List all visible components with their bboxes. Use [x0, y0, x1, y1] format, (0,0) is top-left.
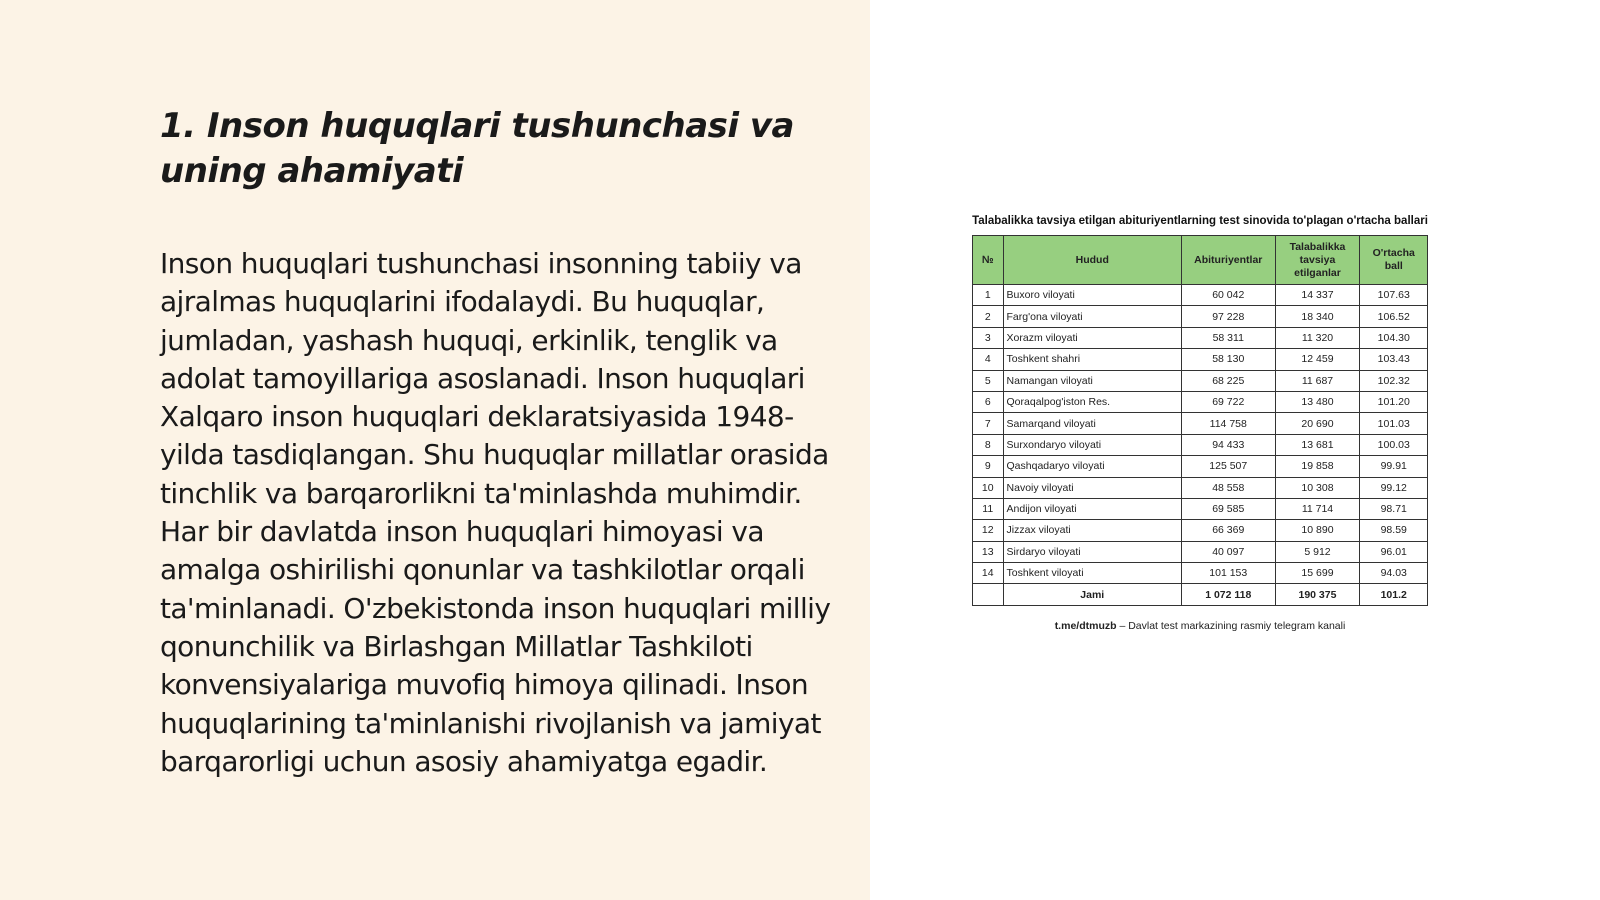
applicants-count: 114 758: [1182, 413, 1275, 434]
recommended-count: 5 912: [1275, 541, 1360, 562]
average-score: 98.71: [1360, 498, 1428, 519]
recommended-count: 14 337: [1275, 285, 1360, 306]
region-name: Qashqadaryo viloyati: [1003, 456, 1182, 477]
row-number: 4: [973, 349, 1004, 370]
average-score: 94.03: [1360, 563, 1428, 584]
table-row: [973, 498, 1428, 519]
row-number: 2: [973, 306, 1004, 327]
average-score: 103.43: [1360, 349, 1428, 370]
row-number: 1: [973, 285, 1004, 306]
applicants-count: 94 433: [1182, 434, 1275, 455]
source-note: [960, 620, 1440, 632]
row-number: 12: [973, 520, 1004, 541]
table-row: [973, 541, 1428, 562]
total-number-cell: [973, 584, 1004, 605]
recommended-count: 18 340: [1275, 306, 1360, 327]
region-name: Qoraqalpog'iston Res.: [1003, 391, 1182, 412]
table-row: [973, 306, 1428, 327]
recommended-count: 15 699: [1275, 563, 1360, 584]
applicants-count: 69 585: [1182, 498, 1275, 519]
col-header-recommended: Talabalikka tavsiya etilganlar: [1275, 236, 1360, 285]
row-number: 13: [973, 541, 1004, 562]
table-row: [973, 413, 1428, 434]
row-number: 7: [973, 413, 1004, 434]
region-name: Andijon viloyati: [1003, 498, 1182, 519]
average-score: 98.59: [1360, 520, 1428, 541]
recommended-count: 11 687: [1275, 370, 1360, 391]
total-recommended: 190 375: [1275, 584, 1360, 605]
applicants-count: 60 042: [1182, 285, 1275, 306]
table-caption: Talabalikka tavsiya etilgan abituriyentlarning test sinovida to'plagan o'rtacha ballari: [972, 215, 1428, 227]
applicants-count: 69 722: [1182, 391, 1275, 412]
row-number: 3: [973, 327, 1004, 348]
region-name: Namangan viloyati: [1003, 370, 1182, 391]
average-score: 100.03: [1360, 434, 1428, 455]
recommended-count: 20 690: [1275, 413, 1360, 434]
region-name: Toshkent shahri: [1003, 349, 1182, 370]
applicants-count: 40 097: [1182, 541, 1275, 562]
table-row: [973, 456, 1428, 477]
region-name: Farg'ona viloyati: [1003, 306, 1182, 327]
recommended-count: 13 480: [1275, 391, 1360, 412]
col-header-applicants: Abituriyentlar: [1182, 236, 1275, 285]
recommended-count: 13 681: [1275, 434, 1360, 455]
row-number: 11: [973, 498, 1004, 519]
applicants-count: 101 153: [1182, 563, 1275, 584]
region-name: Xorazm viloyati: [1003, 327, 1182, 348]
table-row: [973, 434, 1428, 455]
table-row: [973, 391, 1428, 412]
region-name: Toshkent viloyati: [1003, 563, 1182, 584]
slide-body-text: Inson huquqlari tushunchasi insonning tabiiy va ajralmas huquqlarini ifodalaydi. Bu huquqlar, jumladan, yashash huquqi, erkinlik, tenglik va adolat tamoyillariga asoslanadi. Inson huquqlari Xalqaro inson huquqlari deklaratsiyasida 1948-yilda tasdiqlangan. Shu huquqlar millatlar orasida tinchlik va barqarorlikni ta'minlashda muhimdir. Har bir davlatda inson huquqlari himoyasi va amalga oshirilishi qonunlar va tashkilotlar orqali ta'minlanadi. O'zbekistonda inson huquqlari milliy qonunchilik va Birlashgan Millatlar Tashkiloti konvensiyalariga muvofiq himoya qilinadi. Inson huquqlarining ta'minlanishi rivojlanish va jamiyat barqarorligi uchun asosiy ahamiyatga egadir.: [160, 247, 831, 778]
recommended-count: 19 858: [1275, 456, 1360, 477]
row-number: 5: [973, 370, 1004, 391]
applicants-count: 58 311: [1182, 327, 1275, 348]
table-figure: [960, 214, 1440, 632]
recommended-count: 10 890: [1275, 520, 1360, 541]
source-link[interactable]: t.me/dtmuzb: [1054, 619, 1117, 632]
region-name: Buxoro viloyati: [1003, 285, 1182, 306]
row-number: 8: [973, 434, 1004, 455]
row-number: 14: [973, 563, 1004, 584]
col-header-number: №: [973, 236, 1004, 285]
average-score: 104.30: [1360, 327, 1428, 348]
average-score: 99.12: [1360, 477, 1428, 498]
recommended-count: 10 308: [1275, 477, 1360, 498]
applicants-count: 68 225: [1182, 370, 1275, 391]
total-label: Jami: [1003, 584, 1182, 605]
average-score: 101.03: [1360, 413, 1428, 434]
total-average-score: 101.2: [1360, 584, 1428, 605]
table-header-row: [973, 236, 1428, 285]
applicants-count: 66 369: [1182, 520, 1275, 541]
results-table: [972, 235, 1428, 606]
region-name: Sirdaryo viloyati: [1003, 541, 1182, 562]
slide-title: 1. Inson huquqlari tushunchasi va uning ahamiyati: [160, 106, 794, 191]
applicants-count: 48 558: [1182, 477, 1275, 498]
table-row: [973, 563, 1428, 584]
average-score: 99.91: [1360, 456, 1428, 477]
average-score: 101.20: [1360, 391, 1428, 412]
row-number: 6: [973, 391, 1004, 412]
region-name: Surxondaryo viloyati: [1003, 434, 1182, 455]
recommended-count: 11 714: [1275, 498, 1360, 519]
col-header-average-score: O'rtacha ball: [1360, 236, 1428, 285]
table-row: [973, 477, 1428, 498]
table-row: [973, 327, 1428, 348]
region-name: Jizzax viloyati: [1003, 520, 1182, 541]
table-row: [973, 370, 1428, 391]
row-number: 9: [973, 456, 1004, 477]
recommended-count: 12 459: [1275, 349, 1360, 370]
applicants-count: 58 130: [1182, 349, 1275, 370]
region-name: Navoiy viloyati: [1003, 477, 1182, 498]
applicants-count: 125 507: [1182, 456, 1275, 477]
table-row: [973, 285, 1428, 306]
col-header-region: Hudud: [1003, 236, 1182, 285]
region-name: Samarqand viloyati: [1003, 413, 1182, 434]
average-score: 96.01: [1360, 541, 1428, 562]
table-row: [973, 349, 1428, 370]
table-body: [973, 285, 1428, 584]
recommended-count: 11 320: [1275, 327, 1360, 348]
average-score: 102.32: [1360, 370, 1428, 391]
total-applicants: 1 072 118: [1182, 584, 1275, 605]
source-description: – Davlat test markazining rasmiy telegram kanali: [1116, 619, 1346, 632]
applicants-count: 97 228: [1182, 306, 1275, 327]
average-score: 107.63: [1360, 285, 1428, 306]
table-total-row: [973, 584, 1428, 605]
average-score: 106.52: [1360, 306, 1428, 327]
row-number: 10: [973, 477, 1004, 498]
table-row: [973, 520, 1428, 541]
